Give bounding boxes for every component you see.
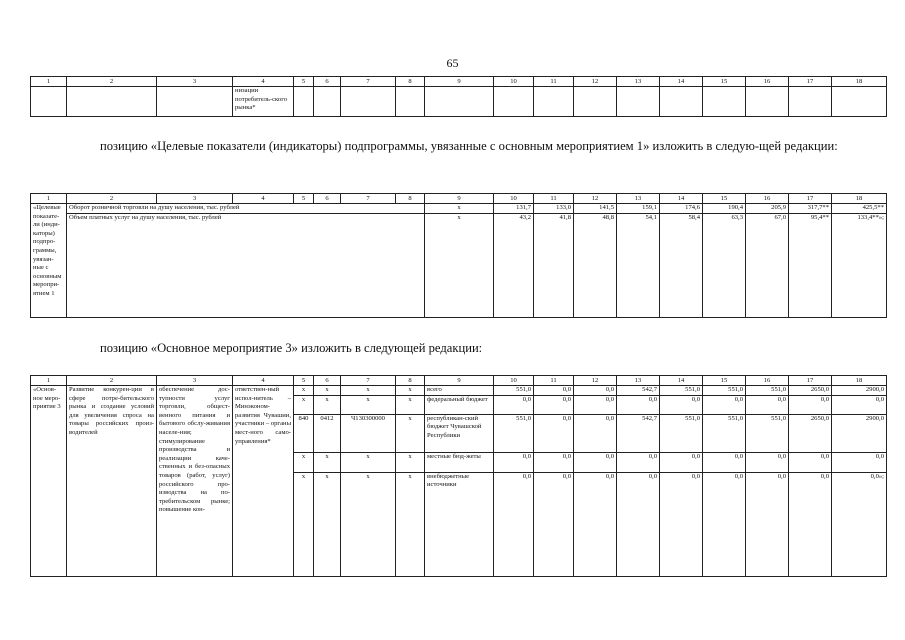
- table-cell: 16: [746, 77, 789, 87]
- table-cell: 3: [157, 77, 233, 87]
- table-cell: x: [314, 472, 341, 576]
- table-cell: 1: [31, 77, 67, 87]
- table-cell: 0,0: [534, 386, 574, 396]
- table-cell: 3: [157, 376, 233, 386]
- table-cell: 67,0: [746, 213, 789, 317]
- table-cell: [660, 87, 703, 117]
- table-cell: 0,0: [494, 395, 534, 414]
- table-cell: 11: [534, 376, 574, 386]
- targets-label: «Целевые показате-ли (инди-каторы) подпро-граммы, увязан-ные с основным меропри-ятием 1: [31, 204, 67, 318]
- table-cell: 0,0: [660, 452, 703, 472]
- table-row: [31, 213, 887, 317]
- cell-col4: низации потребитель-ского рынка*: [233, 87, 294, 117]
- table-cell: 425,5**: [832, 204, 887, 214]
- table-cell: 0,0: [534, 395, 574, 414]
- table-cell: 190,4: [703, 204, 746, 214]
- table-cell: 133,0: [534, 204, 574, 214]
- table-cell: x: [425, 213, 494, 317]
- table-row: [31, 386, 887, 396]
- table-cell: 0,0: [494, 452, 534, 472]
- table-cell: 0,0: [494, 472, 534, 576]
- table-cell: x: [341, 452, 396, 472]
- table-cell: 551,0: [660, 386, 703, 396]
- table-cell: 15: [703, 194, 746, 204]
- table-cell: x: [294, 395, 314, 414]
- table-cell: 9: [425, 376, 494, 386]
- table-cell: 840: [294, 414, 314, 452]
- indicator-name: Объем платных услуг на душу населения, тыс. рублей: [67, 213, 425, 317]
- table-cell: 10: [494, 194, 534, 204]
- table-cell: 14: [660, 77, 703, 87]
- table-cell: 2900,0: [832, 414, 887, 452]
- table-cell: республикан-ский бюджет Чувашской Республики: [425, 414, 494, 452]
- table-cell: 0,0: [574, 395, 617, 414]
- table-cell: 0,0: [660, 472, 703, 576]
- table-cell: 7: [341, 376, 396, 386]
- table-cell: 0,0: [703, 452, 746, 472]
- table-cell: 17: [789, 77, 832, 87]
- table-cell: 12: [574, 194, 617, 204]
- column-number-row: [31, 194, 887, 204]
- table-cell: 131,7: [494, 204, 534, 214]
- table-cell: x: [396, 395, 425, 414]
- table-cell: 0,0: [703, 395, 746, 414]
- table-cell: 2: [67, 77, 157, 87]
- table-cell: [832, 87, 887, 117]
- table-cell: [534, 87, 574, 117]
- measure-title: Развитие конкурен-ции в сфере потре-бительского рынка и создание условий для увеличения спроса на товары российских произ-водителей: [67, 386, 157, 577]
- table-cell: 1: [31, 376, 67, 386]
- table-cell: 2900,0: [832, 386, 887, 396]
- table-cell: [157, 87, 233, 117]
- table-cell: 551,0: [746, 414, 789, 452]
- table-cell: [789, 87, 832, 117]
- table-row: [31, 204, 887, 214]
- table-cell: 4: [233, 376, 294, 386]
- table-cell: 317,7**: [789, 204, 832, 214]
- table-cell: x: [294, 452, 314, 472]
- table-cell: 16: [746, 376, 789, 386]
- column-number-row: [31, 376, 887, 386]
- table-cell: 15: [703, 376, 746, 386]
- table-cell: местные бюд-жеты: [425, 452, 494, 472]
- table-cell: 15: [703, 77, 746, 87]
- table-cell: 7: [341, 77, 396, 87]
- table-measure3: [30, 375, 887, 577]
- table-cell: x: [341, 472, 396, 576]
- table-cell: 551,0: [494, 386, 534, 396]
- table-cell: 0,0: [617, 472, 660, 576]
- table-cell: 63,3: [703, 213, 746, 317]
- table-cell: 0412: [314, 414, 341, 452]
- table-cell: [703, 87, 746, 117]
- table-cell: 58,4: [660, 213, 703, 317]
- table-cell: 0,0»;: [832, 472, 887, 576]
- table-cell: 0,0: [534, 414, 574, 452]
- table-cell: 0,0: [789, 395, 832, 414]
- table-cell: 5: [294, 194, 314, 204]
- table-cell: 551,0: [746, 386, 789, 396]
- table-cell: 13: [617, 77, 660, 87]
- table-cell: 12: [574, 376, 617, 386]
- table-cell: 141,5: [574, 204, 617, 214]
- table-cell: 11: [534, 194, 574, 204]
- table-cell: [341, 87, 396, 117]
- measure-number: «Основ-ное меро-приятие 3: [31, 386, 67, 577]
- table-cell: 0,0: [746, 452, 789, 472]
- table-cell: 14: [660, 194, 703, 204]
- table-cell: [425, 87, 494, 117]
- table-cell: x: [341, 395, 396, 414]
- table-cell: x: [341, 386, 396, 396]
- table-cell: 10: [494, 77, 534, 87]
- table-cell: [67, 87, 157, 117]
- table-cell: x: [396, 452, 425, 472]
- table-cell: x: [396, 386, 425, 396]
- table-cell: x: [294, 386, 314, 396]
- table-cell: 16: [746, 194, 789, 204]
- table-cell: 95,4**: [789, 213, 832, 317]
- table-cell: 8: [396, 376, 425, 386]
- table-cell: 0,0: [574, 472, 617, 576]
- table-cell: 0,0: [574, 452, 617, 472]
- table-cell: 2650,0: [789, 386, 832, 396]
- table-cell: 2: [67, 194, 157, 204]
- table-cell: 0,0: [789, 452, 832, 472]
- table-cell: 18: [832, 376, 887, 386]
- table-cell: 1: [31, 194, 67, 204]
- table-cell: 5: [294, 376, 314, 386]
- paragraph-measure3: позицию «Основное мероприятие 3» изложить в следующей редакции:: [100, 341, 483, 355]
- table-cell: [396, 87, 425, 117]
- table-cell: 0,0: [660, 395, 703, 414]
- table-cell: внебюджетные источники: [425, 472, 494, 576]
- table-cell: 159,1: [617, 204, 660, 214]
- table-cell: x: [396, 414, 425, 452]
- table-cell: 18: [832, 77, 887, 87]
- table-cell: 41,8: [534, 213, 574, 317]
- page-number: 65: [446, 56, 459, 70]
- table-cell: 4: [233, 77, 294, 87]
- table-continuation: [30, 76, 887, 117]
- table-targets: [30, 193, 887, 318]
- table-cell: 2: [67, 376, 157, 386]
- table-cell: 542,7: [617, 386, 660, 396]
- table-cell: всего: [425, 386, 494, 396]
- table-cell: 0,0: [617, 395, 660, 414]
- table-cell: x: [294, 472, 314, 576]
- table-cell: 17: [789, 376, 832, 386]
- column-number-row: [31, 77, 887, 87]
- table-cell: 0,0: [574, 386, 617, 396]
- table-cell: 0,0: [789, 472, 832, 576]
- table-cell: 133,4**»;: [832, 213, 887, 317]
- table-cell: 0,0: [746, 472, 789, 576]
- table-cell: 12: [574, 77, 617, 87]
- table-cell: 11: [534, 77, 574, 87]
- table-cell: [574, 87, 617, 117]
- table-cell: x: [396, 472, 425, 576]
- table-cell: 205,9: [746, 204, 789, 214]
- table-cell: [746, 87, 789, 117]
- table-cell: [494, 87, 534, 117]
- table-cell: 0,0: [703, 472, 746, 576]
- table-cell: 0,0: [832, 452, 887, 472]
- table-cell: [617, 87, 660, 117]
- table-cell: 0,0: [617, 452, 660, 472]
- table-cell: Ч130300000: [341, 414, 396, 452]
- table-cell: 0,0: [832, 395, 887, 414]
- table-row: [31, 87, 887, 117]
- table-cell: 54,1: [617, 213, 660, 317]
- table-cell: 4: [233, 194, 294, 204]
- table-cell: 17: [789, 194, 832, 204]
- table-cell: 174,6: [660, 204, 703, 214]
- table-cell: [314, 87, 341, 117]
- table-cell: 0,0: [574, 414, 617, 452]
- table-cell: [294, 87, 314, 117]
- table-cell: 5: [294, 77, 314, 87]
- measure-tasks: обеспечение дос-тупности услуг торговли, общест-венного питания и бытового обслу-живания населе-ния; стимулирование производства и реализации каче-ственных и без-опасных товаров (работ, услуг) российского про-изводства на по-требительском рынке; повышение кон-: [157, 386, 233, 577]
- table-cell: федеральный бюджет: [425, 395, 494, 414]
- table-cell: x: [425, 204, 494, 214]
- indicator-name: Оборот розничной торговли на душу населения, тыс. рублей: [67, 204, 425, 214]
- table-cell: 14: [660, 376, 703, 386]
- table-cell: 18: [832, 194, 887, 204]
- table-cell: 2650,0: [789, 414, 832, 452]
- table-cell: x: [314, 395, 341, 414]
- table-cell: 0,0: [534, 472, 574, 576]
- table-cell: 13: [617, 194, 660, 204]
- table-cell: 8: [396, 194, 425, 204]
- table-cell: 0,0: [746, 395, 789, 414]
- table-cell: 43,2: [494, 213, 534, 317]
- table-cell: 13: [617, 376, 660, 386]
- table-cell: 48,8: [574, 213, 617, 317]
- table-cell: 551,0: [703, 414, 746, 452]
- table-cell: 9: [425, 194, 494, 204]
- table-cell: 7: [341, 194, 396, 204]
- paragraph-targets: позицию «Целевые показатели (индикаторы) подпрограммы, увязанные с основным мероприятием 1» изложить в следую-щей редакции:: [100, 139, 838, 153]
- table-cell: [31, 87, 67, 117]
- table-cell: 3: [157, 194, 233, 204]
- table-cell: 0,0: [534, 452, 574, 472]
- table-cell: 10: [494, 376, 534, 386]
- measure-executor: ответствен-ный испол-нитель – Минэконом-развития Чувашии, участники – органы мест-ного само-управления*: [233, 386, 294, 577]
- table-cell: 551,0: [703, 386, 746, 396]
- table-cell: x: [314, 386, 341, 396]
- table-cell: 9: [425, 77, 494, 87]
- table-cell: 542,7: [617, 414, 660, 452]
- table-cell: 551,0: [660, 414, 703, 452]
- table-cell: 6: [314, 194, 341, 204]
- table-cell: 6: [314, 376, 341, 386]
- table-cell: 551,0: [494, 414, 534, 452]
- table-cell: 6: [314, 77, 341, 87]
- table-cell: x: [314, 452, 341, 472]
- table-cell: 8: [396, 77, 425, 87]
